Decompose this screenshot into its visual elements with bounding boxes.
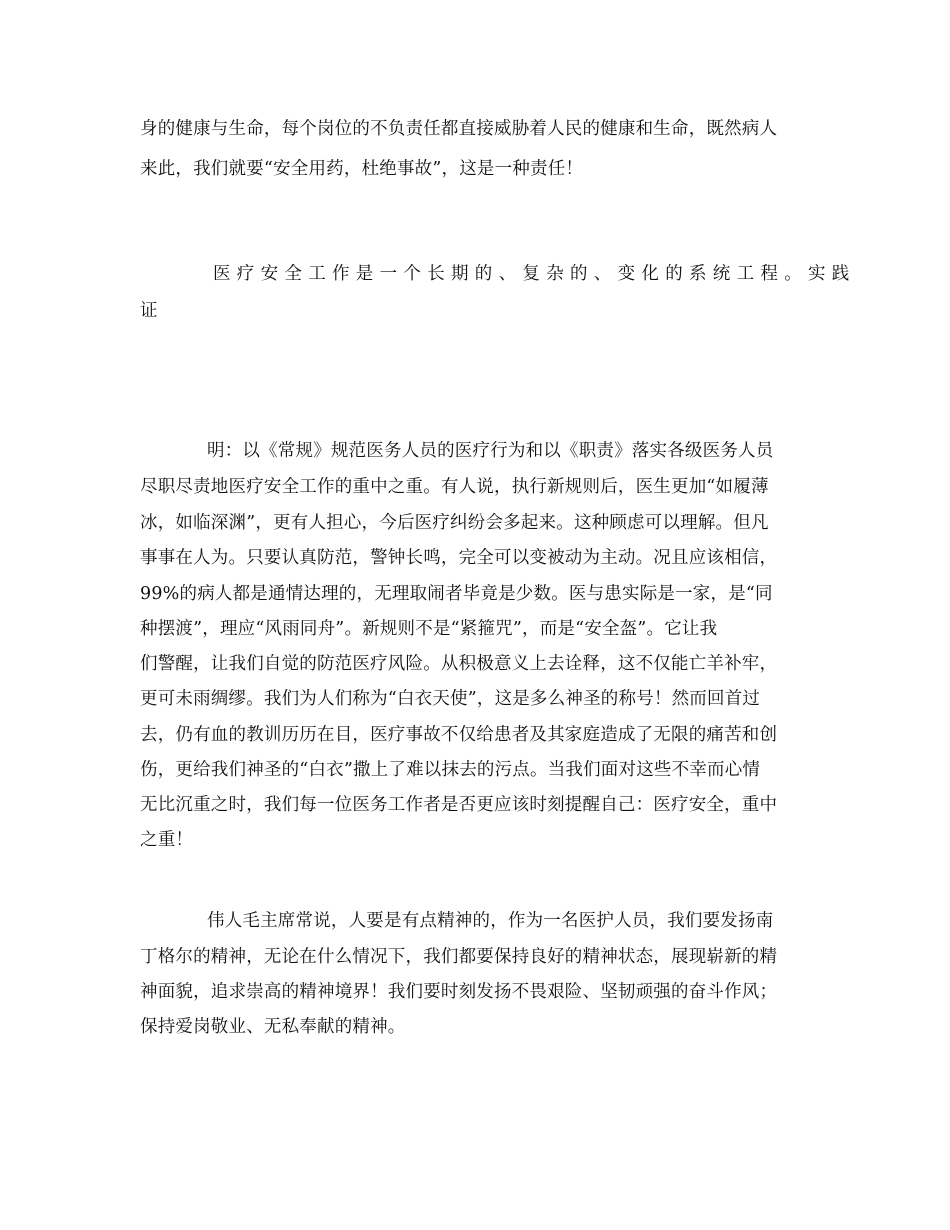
paragraph-line: 之重！ (140, 830, 194, 850)
paragraph-line: 保持爱岗敬业、无私奉献的精神。 (140, 1017, 406, 1037)
paragraph-line: 医疗安全工作是一个长期的、复杂的、变化的系统工程。实践 (213, 264, 856, 284)
paragraph-line: 们警醒，让我们自觉的防范医疗风险。从积极意义上去诠释，这不仅能亡羊补牢， (140, 654, 778, 674)
paragraph-line: 伟人毛主席常说，人要是有点精神的，作为一名医护人员，我们要发扬南 (207, 911, 774, 931)
paragraph-line: 尽职尽责地医疗安全工作的重中之重。有人说，执行新规则后，医生更加“如履薄 (140, 477, 769, 497)
paragraph-line: 种摆渡”，理应“风雨同舟”。新规则不是“紧箍咒”，而是“安全盔”。它让我 (140, 619, 718, 639)
paragraph-line: 去，仍有血的教训历历在目，医疗事故不仅给患者及其家庭造成了无限的痛苦和创 (140, 725, 778, 745)
paragraph-line: 丁格尔的精神，无论在什么情况下，我们都要保持良好的精神状态，展现崭新的精 (140, 947, 778, 967)
paragraph-line: 来此，我们就要“安全用药，杜绝事故”，这是一种责任！ (140, 159, 584, 179)
paragraph-line: 神面貌，追求崇高的精神境界！我们要时刻发扬不畏艰险、坚韧顽强的奋斗作风； (140, 982, 778, 1002)
paragraph-line: 证 (140, 301, 158, 321)
paragraph-line: 无比沉重之时，我们每一位医务工作者是否更应该时刻提醒自己：医疗安全，重中 (140, 795, 778, 815)
paragraph-line: 99%的病人都是通情达理的，无理取闹者毕竟是少数。医与患实际是一家，是“同 (140, 584, 773, 604)
paragraph-line: 明：以《常规》规范医务人员的医疗行为和以《职责》落实各级医务人员 (207, 441, 774, 461)
paragraph-line: 伤，更给我们神圣的“白衣”撒上了难以抹去的污点。当我们面对这些不幸而心情 (140, 760, 761, 780)
paragraph-line: 更可未雨绸缪。我们为人们称为“白衣天使”，这是多么神圣的称号！然而回首过 (140, 689, 761, 709)
paragraph-line: 事事在人为。只要认真防范，警钟长鸣，完全可以变被动为主动。况且应该相信， (140, 548, 778, 568)
paragraph-line: 身的健康与生命，每个岗位的不负责任都直接威胁着人民的健康和生命，既然病人 (140, 119, 778, 139)
paragraph-line: 冰，如临深渊”，更有人担心，今后医疗纠纷会多起来。这种顾虑可以理解。但凡 (140, 513, 769, 533)
